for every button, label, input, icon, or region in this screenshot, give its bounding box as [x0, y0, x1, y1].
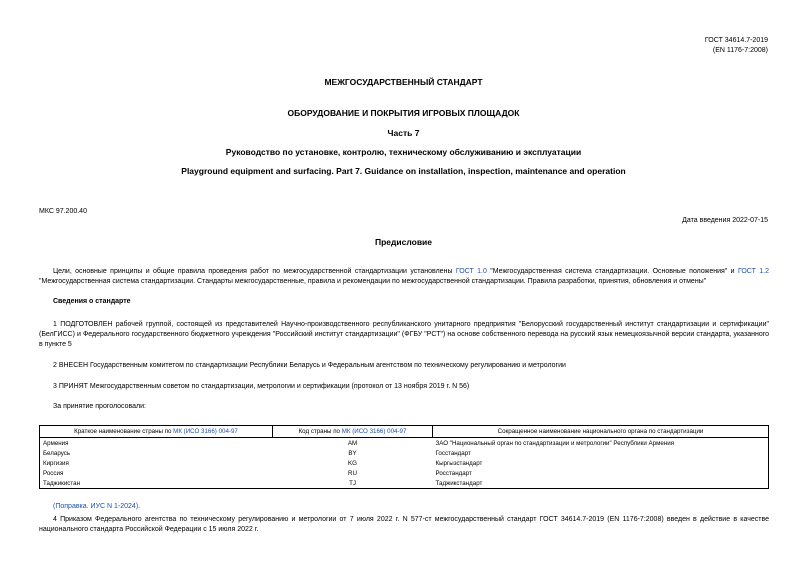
- gost-1-2-link[interactable]: ГОСТ 1.2: [737, 268, 769, 275]
- voting-table: [39, 425, 769, 489]
- amendment-link[interactable]: (Поправка. ИУС N 1-2024).: [53, 503, 141, 510]
- mk-iso-link-1[interactable]: МК (ИСО 3166) 004-97: [173, 428, 238, 435]
- code-cell: BY: [348, 449, 357, 457]
- body-cell: ЗАО "Национальный орган по стандартизации и метрологии" Республики Армения: [433, 438, 769, 449]
- country-cell: Беларусь: [40, 448, 273, 458]
- code-cell: TJ: [273, 478, 433, 489]
- code-cell: AM: [347, 439, 358, 447]
- preface-p1-text-b: "Межгосударственная система стандартизации. Основные положения" и: [486, 268, 738, 275]
- voted-label: За принятие проголосовали:: [53, 403, 146, 410]
- col-header-code: Код страны по МК (ИСО 3166) 004-97: [273, 426, 433, 438]
- main-title: ОБОРУДОВАНИЕ И ПОКРЫТИЯ ИГРОВЫХ ПЛОЩАДОК: [287, 108, 520, 118]
- preface-heading: Предисловие: [374, 237, 433, 247]
- country-cell: Армения: [40, 438, 273, 449]
- table-row: [40, 478, 769, 489]
- col-header-body: Сокращенное наименование национального органа по стандартизации: [433, 426, 769, 438]
- subtitle-ru: Руководство по установке, контролю, техническому обслуживанию и эксплуатации: [225, 147, 582, 157]
- standard-type: МЕЖГОСУДАРСТВЕННЫЙ СТАНДАРТ: [324, 77, 483, 87]
- body-cell: Росстандарт: [433, 468, 769, 478]
- code-cell: KG: [348, 459, 357, 467]
- subtitle-en: Playground equipment and surfacing. Part 7. Guidance on installation, inspection, maintenance and operation: [181, 166, 626, 176]
- table-row: [40, 468, 769, 478]
- country-cell: Киргизия: [40, 458, 273, 468]
- item-3: 3 ПРИНЯТ Межгосударственным советом по стандартизации, метрологии и сертификации (протокол от 13 ноября 2019 г. N 56): [53, 383, 470, 390]
- mks-code: МКС 97.200.40: [39, 208, 87, 215]
- document-code: [705, 36, 768, 56]
- body-cell: Таджикстандарт: [433, 478, 769, 489]
- item-2: 2 ВНЕСЕН Государственным комитетом по стандартизации Республики Беларусь и Федеральным агентством по техническому регулированию и метрологии: [53, 362, 566, 369]
- col-header-country: Краткое наименование страны по МК (ИСО 3166) 004-97: [40, 426, 273, 438]
- body-cell: Кыргызстандарт: [433, 458, 769, 468]
- mk-iso-link-2[interactable]: МК (ИСО 3166) 004-97: [341, 428, 407, 435]
- preface-p1-text-a: Цели, основные принципы и общие правила проведения работ по межгосударственной стандартизации установлены: [53, 268, 456, 275]
- preface-p1-text-c: "Межгосударственная система стандартизации. Стандарты межгосударственные, правила и рекомендации по межгосударственной стандартизации. Правила разработки, принятия, обновления и отмены": [39, 278, 707, 285]
- table-row: [40, 448, 769, 458]
- standard-info-heading: Сведения о стандарте: [53, 298, 131, 305]
- part-number: Часть 7: [387, 128, 420, 138]
- country-cell: Таджикистан: [40, 478, 273, 489]
- body-cell: Госстандарт: [433, 448, 769, 458]
- item-4: [39, 515, 769, 535]
- table-row: [40, 438, 769, 449]
- table-row: [40, 458, 769, 468]
- en-number: (EN 1176-7:2008): [712, 47, 768, 54]
- voting-table-wrap: [39, 425, 769, 489]
- country-cell: Россия: [40, 468, 273, 478]
- table-header-row: [40, 426, 769, 438]
- item-1-text: 1 ПОДГОТОВЛЕН рабочей группой, состоящей из представителей Научно-производственного республиканского унитарного предприятия "Белорусский государственный институт стандартизации и сертификации" (БелГИСС) и Федерального государственного бюджетного учреждения "Российский институт стандартизации" (ФГБУ "РСТ") на основе собственного перевода на русский язык немецкоязычной версии стандарта, указанного в пункте 5: [39, 321, 769, 348]
- gost-1-0-link[interactable]: ГОСТ 1.0: [455, 268, 487, 275]
- intro-date: Дата введения 2022-07-15: [682, 217, 768, 224]
- code-cell: RU: [348, 469, 357, 477]
- gost-number: ГОСТ 34614.7-2019: [704, 37, 768, 44]
- item-1: [39, 320, 769, 350]
- preface-paragraph-1: [39, 267, 769, 287]
- item-4-text: 4 Приказом Федерального агентства по техническому регулированию и метрологии от 7 июля 2022 г. N 577-ст межгосударственный стандарт ГОСТ 34614.7-2019 (EN 1176-7:2008) введен в действие в качестве национального стандарта Российской Федерации с 15 июля 2022 г.: [39, 516, 769, 533]
